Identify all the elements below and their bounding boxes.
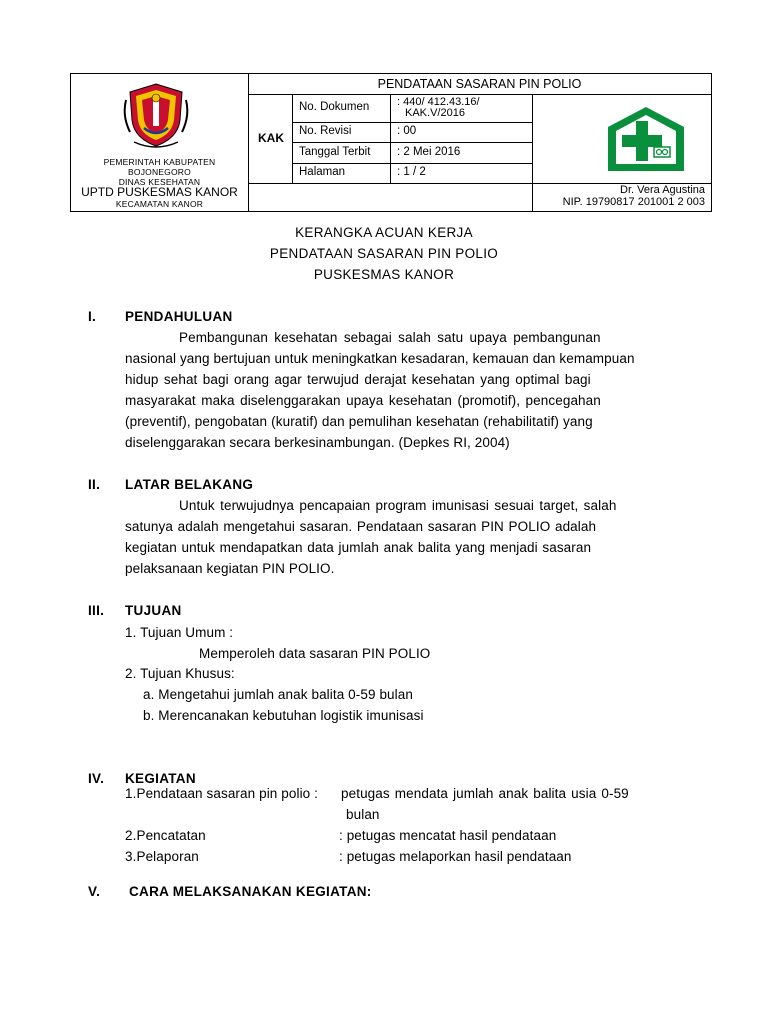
section-4-title: KEGIATAN xyxy=(125,771,196,786)
section-1-line2: nasional yang bertujuan untuk meningkatkan kesadaran, kemauan dan kemampuan xyxy=(125,351,635,366)
document-header-table xyxy=(70,73,712,212)
org-name-line4: UPTD PUSKESMAS KANOR xyxy=(81,185,238,199)
header-info-cell xyxy=(248,74,711,211)
section-2-title: LATAR BELAKANG xyxy=(125,477,254,492)
signer-name: Dr. Vera Agustina xyxy=(620,184,705,196)
doc-title-line1: KERANGKA ACUAN KERJA xyxy=(295,225,473,240)
meta-value-dokumen-1: : 440/ 412.43.16/ xyxy=(397,96,480,108)
section-1-title: PENDAHULUAN xyxy=(125,309,233,324)
section-5-title: CARA MELAKSANAKAN KEGIATAN: xyxy=(129,884,372,899)
meta-column-divider xyxy=(390,95,391,183)
activity-1-label: 1.Pendataan sasaran pin polio : xyxy=(125,786,318,801)
activity-3-desc: : petugas melaporkan hasil pendataan xyxy=(339,849,572,864)
doc-title-line3: PUSKESMAS KANOR xyxy=(313,267,455,282)
section-1-line6: diselenggarakan secara berkesinambungan. (Depkes RI, 2004) xyxy=(125,435,510,450)
meta-value-tanggal: : 2 Mei 2016 xyxy=(397,146,461,158)
section-1-line1: Pembangunan kesehatan sebagai salah satu upaya pembangunan xyxy=(179,330,601,345)
meta-value-dokumen-2: KAK.V/2016 xyxy=(405,107,465,119)
meta-label-halaman: Halaman xyxy=(299,166,346,178)
section-3-number: III. xyxy=(88,603,105,618)
section-3-line1: 1. Tujuan Umum : xyxy=(125,625,234,640)
activity-1-desc: petugas mendata jumlah anak balita usia 0-59 xyxy=(341,786,629,801)
meta-row-dokumen xyxy=(293,95,532,123)
bojonegoro-emblem-icon xyxy=(120,80,192,150)
meta-label-revisi: No. Revisi xyxy=(299,125,352,137)
org-name-line5: KECAMATAN KANOR xyxy=(115,199,204,209)
section-3-line4: a. Mengetahui jumlah anak balita 0-59 bulan xyxy=(143,687,413,702)
puskesmas-logo-icon xyxy=(604,103,688,175)
section-3-title: TUJUAN xyxy=(125,603,182,618)
activity-1-desc-cont: bulan xyxy=(346,807,380,822)
meta-row-tanggal xyxy=(293,143,532,164)
meta-label-tanggal: Tanggal Terbit xyxy=(299,146,371,158)
kak-label: KAK xyxy=(258,131,284,145)
section-2-line1: Untuk terwujudnya pencapaian program imunisasi sesuai target, salah xyxy=(179,498,617,513)
section-1-line3: hidup sehat bagi orang agar terwujud derajat kesehatan yang optimal bagi xyxy=(125,372,591,387)
doc-title-line2: PENDATAAN SASARAN PIN POLIO xyxy=(269,246,499,261)
meta-value-halaman: : 1 / 2 xyxy=(397,166,426,178)
meta-row-halaman xyxy=(293,164,532,182)
activity-2-label: 2.Pencatatan xyxy=(125,828,206,843)
org-name-line2: BOJONEGORO xyxy=(128,167,191,177)
section-1-number: I. xyxy=(88,309,97,324)
section-1-line5: (preventif), pengobatan (kuratif) dan pemulihan kesehatan (rehabilitatif) yang xyxy=(125,414,593,429)
section-5-number: V. xyxy=(88,884,101,899)
meta-row-revisi xyxy=(293,123,532,143)
section-2-line3: kegiatan untuk mendapatkan data jumlah anak balita yang menjadi sasaran xyxy=(125,540,592,555)
logo-column-divider xyxy=(532,95,533,183)
section-2-line2: satunya adalah mengetahui sasaran. Pendataan sasaran PIN POLIO adalah xyxy=(125,519,597,534)
activity-2-desc: : petugas mencatat hasil pendataan xyxy=(339,828,557,843)
meta-value-revisi: : 00 xyxy=(397,125,417,137)
section-3-line3: 2. Tujuan Khusus: xyxy=(125,666,235,681)
activity-3-label: 3.Pelaporan xyxy=(125,849,199,864)
header-logo-cell xyxy=(71,74,249,211)
org-name-line1: PEMERINTAH KABUPATEN xyxy=(103,157,216,167)
signer-nip: NIP. 19790817 201001 2 003 xyxy=(562,196,705,208)
header-signature-row xyxy=(248,183,711,212)
section-4-number: IV. xyxy=(88,771,105,786)
signature-divider xyxy=(532,183,533,211)
header-title: PENDATAAN SASARAN PIN POLIO xyxy=(248,74,711,95)
org-name-line3: DINAS KESEHATAN xyxy=(118,177,201,187)
section-2-number: II. xyxy=(88,477,101,492)
section-2-line4: pelaksanaan kegiatan PIN POLIO. xyxy=(125,561,335,576)
section-1-line4: masyarakat maka diselenggarakan upaya kesehatan (promotif), pencegahan xyxy=(125,393,601,408)
kak-label-cell xyxy=(248,95,293,183)
meta-label-dokumen: No. Dokumen xyxy=(299,101,370,113)
section-3-line5: b. Merencanakan kebutuhan logistik imunisasi xyxy=(143,708,424,723)
section-3-line2: Memperoleh data sasaran PIN POLIO xyxy=(199,646,431,661)
